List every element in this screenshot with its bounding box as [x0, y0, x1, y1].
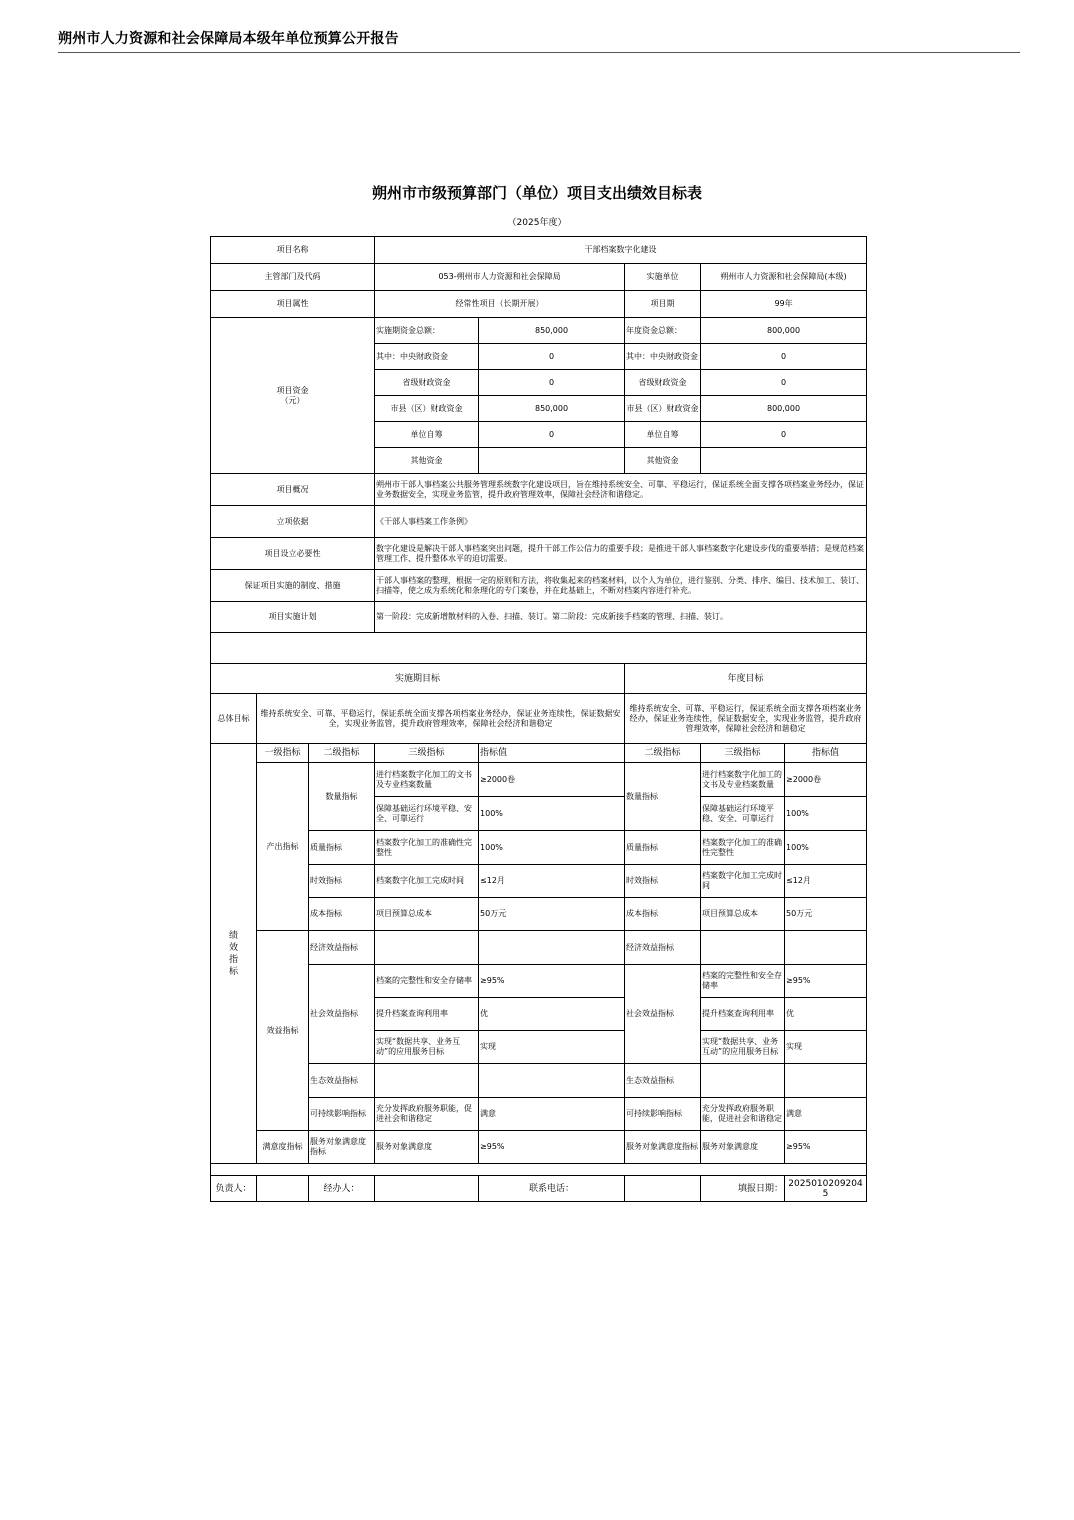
tm-value: ≤12月: [479, 865, 625, 898]
impl-goal-text: 维持系统安全、可靠、平稳运行，保证系统全面支撑各项档案业务经办，保证业务连续性，保证数据安全，实现业务监管，提升政府管理效率，保障社会经济和谐稳定: [257, 694, 625, 744]
s2-l3: 提升档案查询利用率: [375, 998, 479, 1031]
funds-label: [211, 318, 375, 474]
funds-city-value: 850,000: [479, 396, 625, 422]
funds-city-label-2: 市县（区）财政资金: [625, 396, 701, 422]
funds-annual-value: 800,000: [701, 318, 867, 344]
sa-l3-annual: 服务对象满意度: [701, 1131, 785, 1164]
s2-value-annual: 优: [785, 998, 867, 1031]
qa-value: 100%: [479, 831, 625, 865]
funds-central-value: 0: [479, 344, 625, 370]
economic-value-annual: [785, 931, 867, 965]
necessity-label: 项目设立必要性: [211, 538, 375, 570]
co-l3-annual: 项目预算总成本: [701, 898, 785, 931]
q1-l3-annual: 进行档案数字化加工的文书及专业档案数量: [701, 763, 785, 797]
s3-l3: 实现“数据共享、业务互动”的应用服务目标: [375, 1031, 479, 1064]
su-value-annual: 满意: [785, 1098, 867, 1131]
attr-value: 经常性项目（长期开展）: [375, 291, 625, 318]
perf-char-1: 绩: [228, 930, 238, 941]
s1-l3-annual: 档案的完整性和安全存储率: [701, 965, 785, 998]
funds-central-value-2: 0: [701, 344, 867, 370]
quality-indicator-annual: 质量指标: [625, 831, 701, 865]
report-header: 朔州市人力资源和社会保障局本级年单位预算公开报告: [58, 31, 399, 47]
eco-value: [479, 1064, 625, 1098]
co-value: 50万元: [479, 898, 625, 931]
tm-l3-annual: 档案数字化加工完成时间: [701, 865, 785, 898]
table-year: （2025年度）: [507, 218, 567, 228]
funds-annual-label: 年度资金总额：: [625, 318, 701, 344]
handler-label: 经办人：: [309, 1176, 375, 1202]
project-name-label: 项目名称: [211, 237, 375, 264]
header-rule: [58, 52, 1020, 53]
economic-l3: [375, 931, 479, 965]
sustain-indicator-annual: 可持续影响指标: [625, 1098, 701, 1131]
blank-row: [211, 633, 867, 664]
qa-value-annual: 100%: [785, 831, 867, 865]
hdr-l1: 一级指标: [257, 744, 309, 763]
su-l3-annual: 充分发挥政府服务职能，促进社会和谐稳定: [701, 1098, 785, 1131]
economic-indicator-annual: 经济效益指标: [625, 931, 701, 965]
funds-label-line2: （元）: [280, 395, 305, 405]
s2-l3-annual: 提升档案查询利用率: [701, 998, 785, 1031]
funds-label-line1: 项目资金: [276, 385, 309, 395]
q1-value: ≥2000卷: [479, 763, 625, 797]
eco-indicator: 生态效益指标: [309, 1064, 375, 1098]
sustain-indicator: 可持续影响指标: [309, 1098, 375, 1131]
tm-l3: 档案数字化加工完成时间: [375, 865, 479, 898]
measures-label: 保证项目实施的制度、措施: [211, 570, 375, 602]
eco-l3-annual: [701, 1064, 785, 1098]
s1-value: ≥95%: [479, 965, 625, 998]
economic-l3-annual: [701, 931, 785, 965]
funds-other-value-2: [701, 448, 867, 474]
q2-l3: 保障基础运行环境平稳、安全、可靠运行: [375, 797, 479, 831]
funds-total-label: 实施期资金总额：: [375, 318, 479, 344]
funds-self-label: 单位自筹: [375, 422, 479, 448]
hdr-l3: 三级指标: [375, 744, 479, 763]
overview-label: 项目概况: [211, 474, 375, 506]
funds-other-value: [479, 448, 625, 474]
s3-value-annual: 实现: [785, 1031, 867, 1064]
funds-self-value: 0: [479, 422, 625, 448]
phone-label: 联系电话：: [479, 1176, 625, 1202]
hdr-l2-annual: 二级指标: [625, 744, 701, 763]
quantity-indicator-annual: 数量指标: [625, 763, 701, 831]
funds-province-value-2: 0: [701, 370, 867, 396]
date-value: 20250102092045: [785, 1176, 867, 1202]
perf-char-4: 标: [228, 966, 238, 977]
quantity-indicator: 数量指标: [309, 763, 375, 831]
leader-value: [257, 1176, 309, 1202]
sa-value-annual: ≥95%: [785, 1131, 867, 1164]
dept-value: 053-朔州市人力资源和社会保障局: [375, 264, 625, 291]
su-value: 满意: [479, 1098, 625, 1131]
funds-other-label-2: 其他资金: [625, 448, 701, 474]
funds-other-label: 其他资金: [375, 448, 479, 474]
q2-value: 100%: [479, 797, 625, 831]
dept-label: 主管部门及代码: [211, 264, 375, 291]
satisfaction-indicator: 满意度指标: [257, 1131, 309, 1164]
attr-label: 项目属性: [211, 291, 375, 318]
hdr-l3-annual: 三级指标: [701, 744, 785, 763]
s1-l3: 档案的完整性和安全存储率: [375, 965, 479, 998]
funds-city-value-2: 800,000: [701, 396, 867, 422]
timeliness-indicator-annual: 时效指标: [625, 865, 701, 898]
annual-goal-text: 维持系统安全、可靠、平稳运行，保证系统全面支撑各项档案业务经办，保证业务连续性，保证数据安全，实现业务监管，提升政府管理效率，保障社会经济和谐稳定: [625, 694, 867, 744]
hdr-l2: 二级指标: [309, 744, 375, 763]
hdr-val: 指标值: [479, 744, 625, 763]
sa-l3: 服务对象满意度: [375, 1131, 479, 1164]
qa-l3: 档案数字化加工的准确性完整性: [375, 831, 479, 865]
su-l3: 充分发挥政府服务职能，促进社会和谐稳定: [375, 1098, 479, 1131]
basis-label: 立项依据: [211, 506, 375, 538]
eco-l3: [375, 1064, 479, 1098]
output-indicator: 产出指标: [257, 763, 309, 931]
measures-text: 干部人事档案的整理，根据一定的原则和方法，将收集起来的档案材料，以个人为单位，进行鉴别、分类、排序、编目、技术加工、装订、扫描等，使之成为系统化和条理化的专门案卷，并在此基础上，不断对档案内容进行补充。: [375, 570, 867, 602]
impl-goal-header: 实施期目标: [211, 664, 625, 694]
co-l3: 项目预算总成本: [375, 898, 479, 931]
funds-province-value: 0: [479, 370, 625, 396]
cost-indicator-annual: 成本指标: [625, 898, 701, 931]
quality-indicator: 质量指标: [309, 831, 375, 865]
q1-l3: 进行档案数字化加工的文书及专业档案数量: [375, 763, 479, 797]
funds-central-label-2: 其中：中央财政资金: [625, 344, 701, 370]
spacer-row: [211, 1164, 867, 1176]
impl-unit-value: 朔州市人力资源和社会保障局(本级): [701, 264, 867, 291]
date-label: 填报日期：: [701, 1176, 785, 1202]
serve-indicator: 服务对象满意度指标: [309, 1131, 375, 1164]
necessity-text: 数字化建设是解决干部人事档案突出问题，提升干部工作公信力的重要手段；是推进干部人事档案数字化建设步伐的重要举措；是规范档案管理工作、提升整体水平的迫切需要。: [375, 538, 867, 570]
funds-central-label: 其中：中央财政资金: [375, 344, 479, 370]
hdr-val-annual: 指标值: [785, 744, 867, 763]
plan-text: 第一阶段：完成新增散材料的入卷、扫描、装订。第二阶段：完成新接手档案的管理、扫描、装订。: [375, 602, 867, 633]
cost-indicator: 成本指标: [309, 898, 375, 931]
impl-unit-label: 实施单位: [625, 264, 701, 291]
s3-value: 实现: [479, 1031, 625, 1064]
benefit-indicator: 效益指标: [257, 931, 309, 1131]
s3-l3-annual: 实现“数据共享、业务互动”的应用服务目标: [701, 1031, 785, 1064]
eco-value-annual: [785, 1064, 867, 1098]
economic-indicator: 经济效益指标: [309, 931, 375, 965]
funds-self-value-2: 0: [701, 422, 867, 448]
s1-value-annual: ≥95%: [785, 965, 867, 998]
q1-value-annual: ≥2000卷: [785, 763, 867, 797]
eco-indicator-annual: 生态效益指标: [625, 1064, 701, 1098]
basis-text: 《干部人事档案工作条例》: [375, 506, 867, 538]
leader-label: 负责人：: [211, 1176, 257, 1202]
funds-self-label-2: 单位自筹: [625, 422, 701, 448]
perf-char-2: 效: [228, 942, 238, 953]
overall-goal-label: 总体目标: [211, 694, 257, 744]
perf-label: [211, 744, 257, 1164]
funds-total-value: 850,000: [479, 318, 625, 344]
period-label: 项目期: [625, 291, 701, 318]
q2-value-annual: 100%: [785, 797, 867, 831]
funds-city-label: 市县（区）财政资金: [375, 396, 479, 422]
performance-target-table: [210, 236, 867, 1202]
handler-value: [375, 1176, 479, 1202]
funds-province-label-2: 省级财政资金: [625, 370, 701, 396]
table-title: 朔州市市级预算部门（单位）项目支出绩效目标表: [371, 184, 702, 202]
social-indicator: 社会效益指标: [309, 965, 375, 1064]
overview-text: 朔州市干部人事档案公共服务管理系统数字化建设项目，旨在维持系统安全、可靠、平稳运行，保证系统全面支撑各项档案业务经办，保证业务数据安全，实现业务监管，提升政府管理效率，保障社会经济和谐稳定。: [375, 474, 867, 506]
tm-value-annual: ≤12月: [785, 865, 867, 898]
annual-goal-header: 年度目标: [625, 664, 867, 694]
q2-l3-annual: 保障基础运行环境平稳、安全、可靠运行: [701, 797, 785, 831]
co-value-annual: 50万元: [785, 898, 867, 931]
social-indicator-annual: 社会效益指标: [625, 965, 701, 1064]
timeliness-indicator: 时效指标: [309, 865, 375, 898]
funds-province-label: 省级财政资金: [375, 370, 479, 396]
phone-value: [625, 1176, 701, 1202]
sa-value: ≥95%: [479, 1131, 625, 1164]
project-name: 干部档案数字化建设: [375, 237, 867, 264]
s2-value: 优: [479, 998, 625, 1031]
serve-indicator-annual: 服务对象满意度指标: [625, 1131, 701, 1164]
qa-l3-annual: 档案数字化加工的准确性完整性: [701, 831, 785, 865]
economic-value: [479, 931, 625, 965]
perf-char-3: 指: [228, 954, 238, 965]
period-value: 99年: [701, 291, 867, 318]
plan-label: 项目实施计划: [211, 602, 375, 633]
